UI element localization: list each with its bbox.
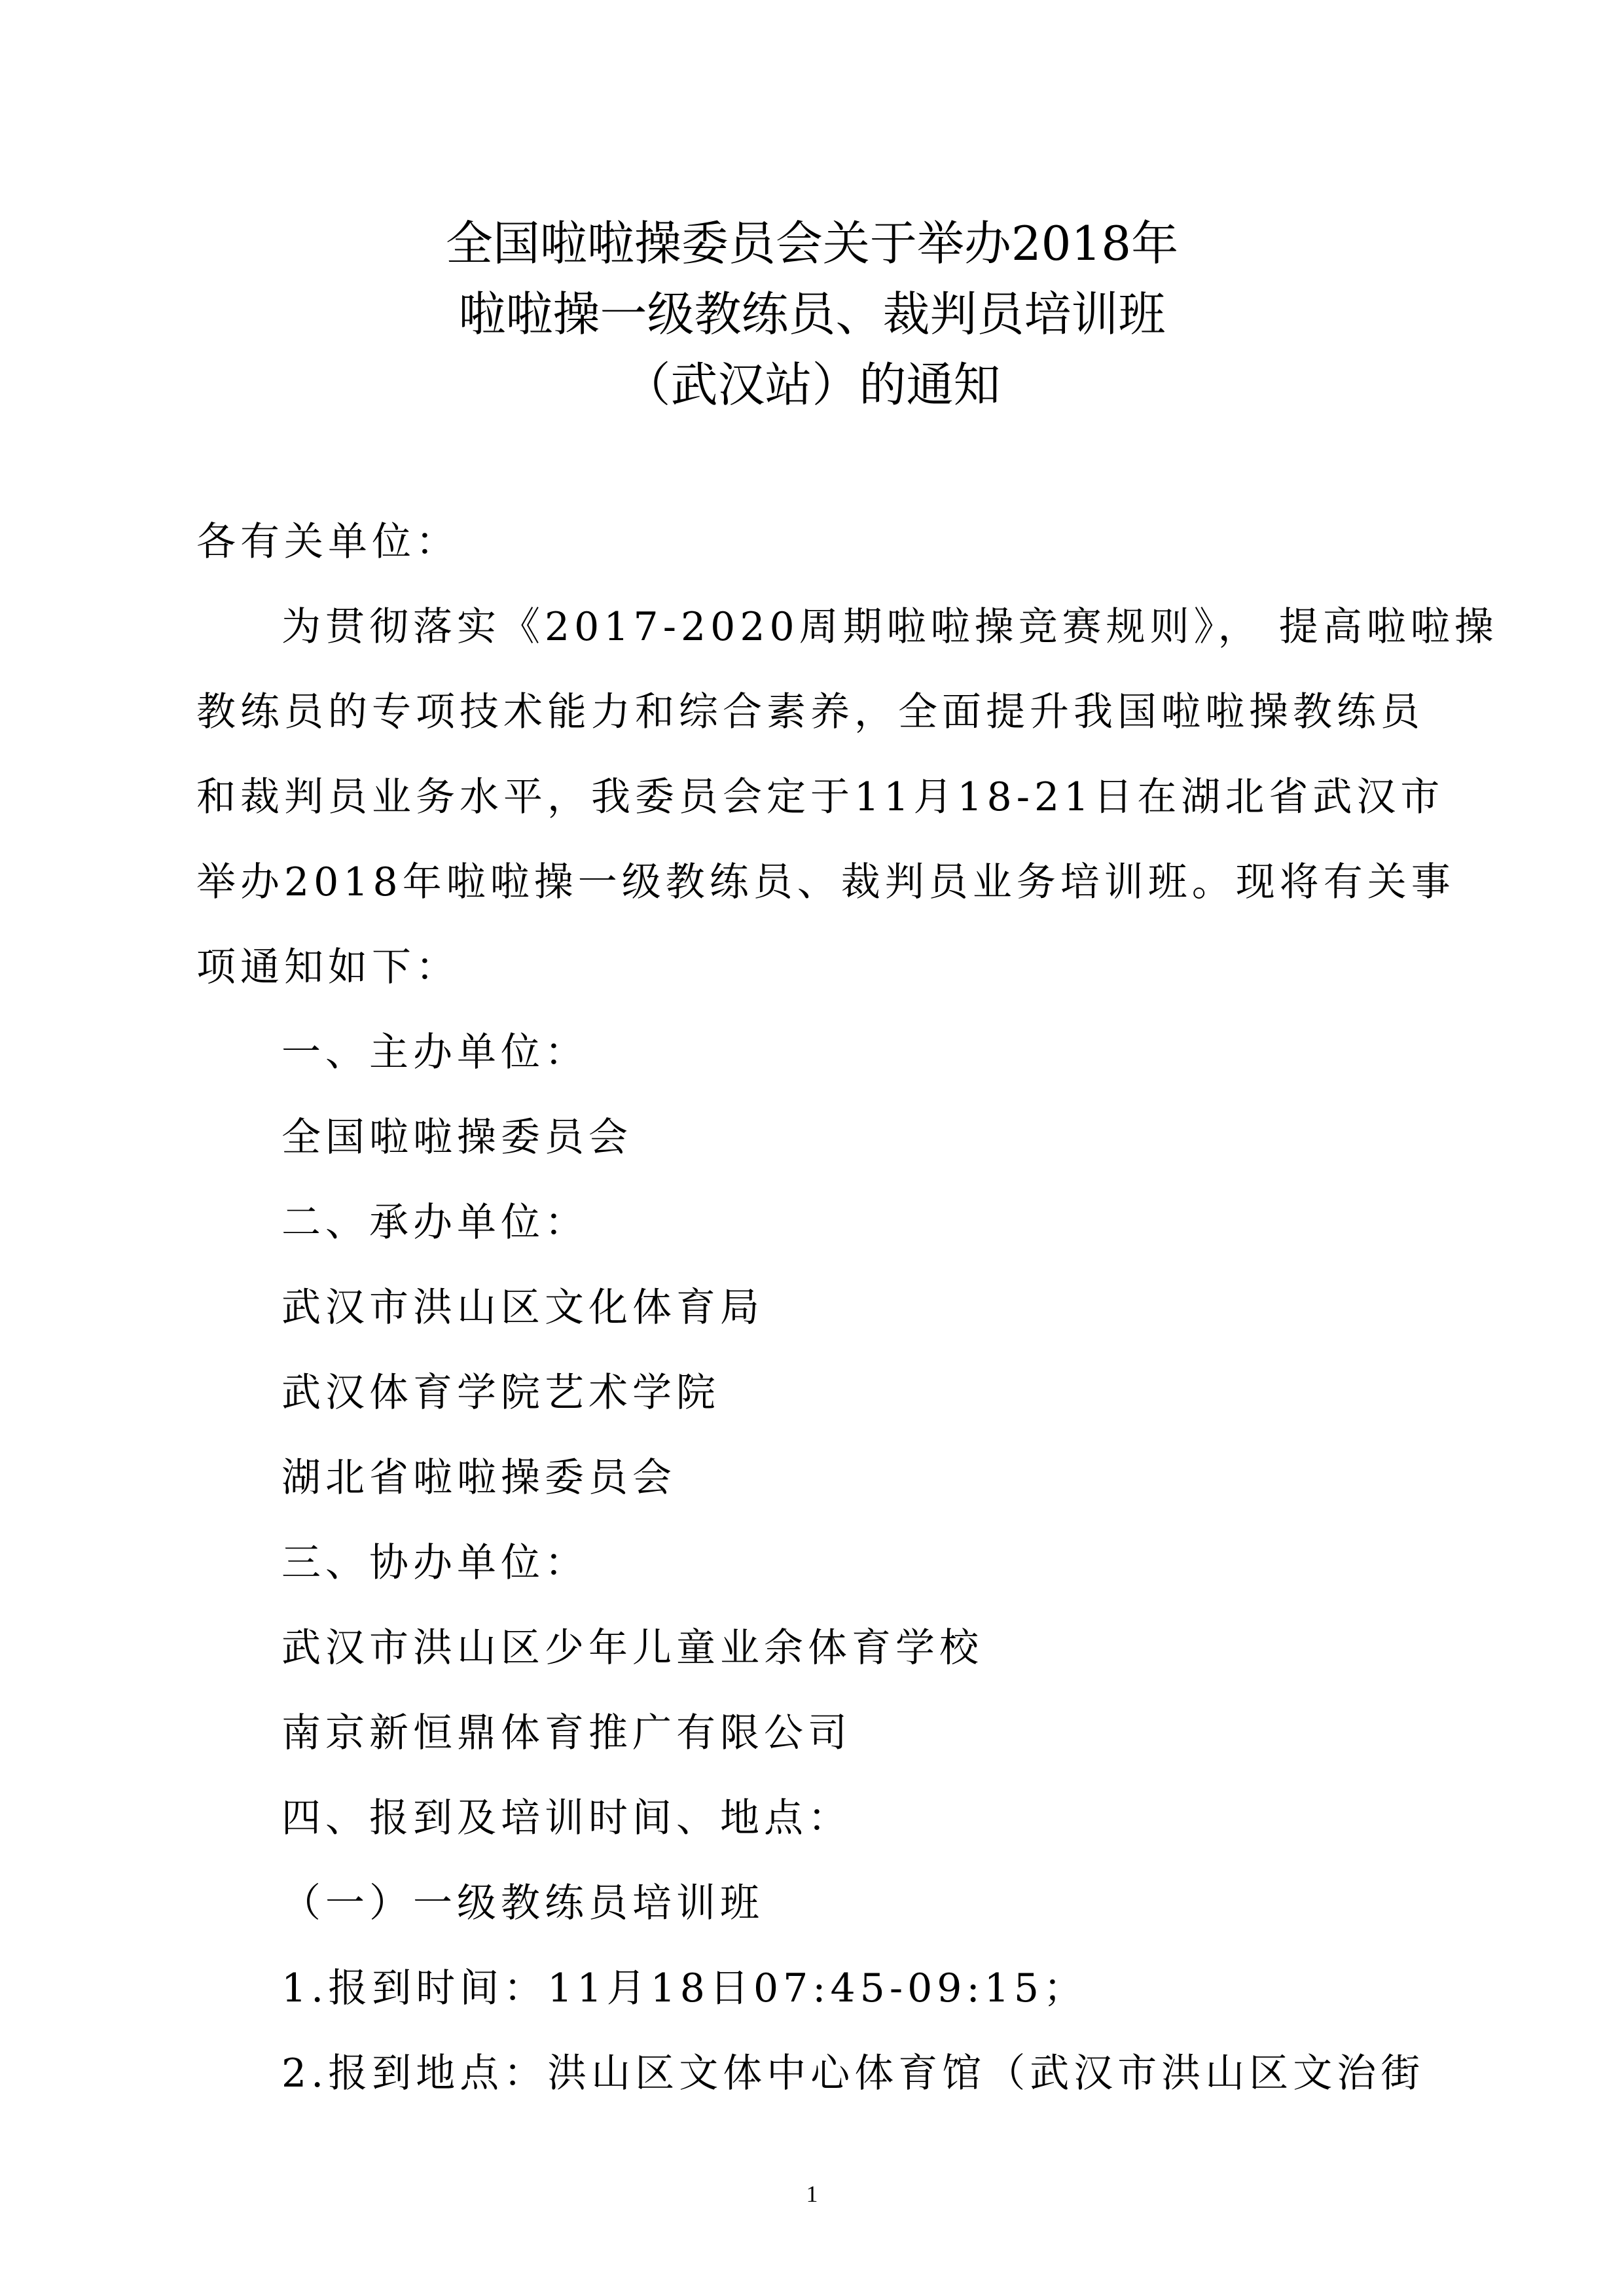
organizer-item: 全国啦啦操委员会	[281, 1115, 632, 1160]
title-line-2: 啦啦操一级教练员、裁判员培训班	[458, 287, 1166, 342]
subsection-1-heading: （一）一级教练员培训班	[281, 1880, 764, 1926]
intro-line-4: 举办2018年啦啦操一级教练员、裁判员业务培训班。现将有关事	[196, 859, 1455, 905]
co-organizer-item-2: 南京新恒鼎体育推广有限公司	[281, 1710, 852, 1756]
section-4-heading: 四、报到及培训时间、地点：	[281, 1795, 852, 1841]
host-item-1: 武汉市洪山区文化体育局	[281, 1285, 764, 1331]
section-3-heading: 三、协办单位：	[281, 1540, 588, 1586]
page-number: 1	[806, 2181, 818, 2207]
host-item-2: 武汉体育学院艺术学院	[281, 1370, 720, 1416]
registration-location: 2.报到地点：洪山区文体中心体育馆（武汉市洪山区文治街	[281, 2051, 1425, 2096]
salutation: 各有关单位：	[196, 519, 460, 565]
document-title	[0, 208, 1624, 420]
section-2-heading: 二、承办单位：	[281, 1200, 588, 1246]
title-line-3: （武汉站）的通知	[623, 357, 1001, 412]
intro-line-1: 为贯彻落实《2017-2020周期啦啦操竞赛规则》， 提高啦啦操	[281, 604, 1498, 650]
co-organizer-item-1: 武汉市洪山区少年儿童业余体育学校	[281, 1625, 983, 1671]
intro-line-3: 和裁判员业务水平，我委员会定于11月18-21日在湖北省武汉市	[196, 774, 1445, 820]
host-item-3: 湖北省啦啦操委员会	[281, 1455, 676, 1501]
intro-line-5: 项通知如下：	[196, 944, 460, 990]
title-line-1: 全国啦啦操委员会关于举办2018年	[445, 216, 1179, 271]
section-1-heading: 一、主办单位：	[281, 1030, 588, 1075]
registration-time: 1.报到时间：11月18日07:45-09:15；	[281, 1965, 1088, 2011]
intro-line-2: 教练员的专项技术能力和综合素养，全面提升我国啦啦操教练员	[196, 689, 1424, 735]
